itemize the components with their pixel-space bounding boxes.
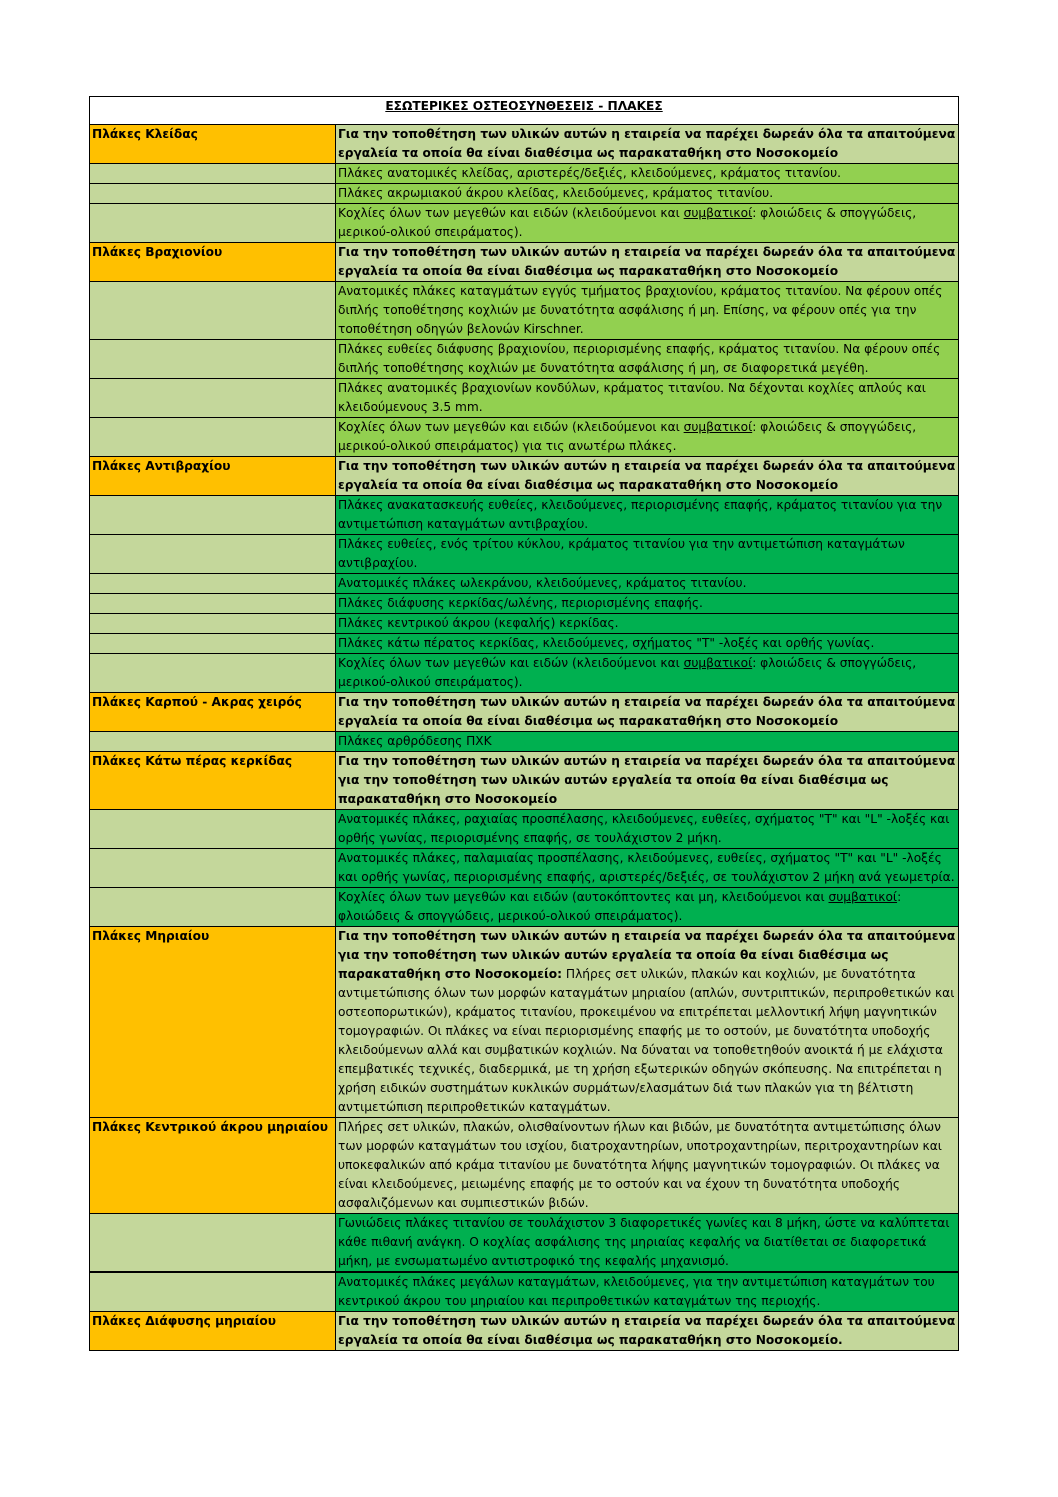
description-text: Πλάκες αρθρόδεσης ΠΧΚ [338, 734, 492, 748]
description-text: Κοχλίες όλων των μεγεθών και ειδών (κλειδούμενοι και [338, 656, 684, 670]
description-text: Ανατομικές πλάκες ωλεκράνου, κλειδούμενες, κράματος τιτανίου. [338, 576, 747, 590]
category-cell: Πλάκες Μηριαίου [90, 927, 336, 1118]
empty-category-cell [90, 535, 336, 574]
description-cell [336, 125, 959, 164]
description-cell [336, 810, 959, 849]
empty-category-cell [90, 634, 336, 654]
underlined-text: συμβατικοί [683, 206, 753, 220]
table-row [90, 849, 959, 888]
description-cell [336, 1214, 959, 1272]
description-cell [336, 1312, 959, 1351]
table-row [90, 594, 959, 614]
description-text: Πλάκες ευθείες, ενός τρίτου κύκλου, κράματος τιτανίου για την αντιμετώπιση καταγμάτων αντιβραχίου. [338, 537, 905, 570]
table-row [90, 927, 959, 1118]
table-row [90, 888, 959, 927]
description-text: Ανατομικές πλάκες, παλαμιαίας προσπέλασης, κλειδούμενες, ευθείες, σχήματος "T" και "L" -λοξές και ορθής γωνίας, περιορισμένης επαφής, αριστερές/δεξιές, σε τουλάχιστον 2 μήκη ανά γεωμετρία. [338, 851, 955, 884]
description-text: Για την τοποθέτηση των υλικών αυτών η εταιρεία να παρέχει δωρεάν όλα τα απαιτούμενα εργαλεία τα οποία θα είναι διαθέσιμα ως παρακαταθήκη στο Νοσοκομείο. [338, 1314, 956, 1347]
description-cell [336, 379, 959, 418]
table-row [90, 654, 959, 693]
category-cell: Πλάκες Κλείδας [90, 125, 336, 164]
table-row [90, 634, 959, 654]
empty-category-cell [90, 849, 336, 888]
description-text: Για την τοποθέτηση των υλικών αυτών η εταιρεία να παρέχει δωρεάν όλα τα απαιτούμενα εργαλεία τα οποία θα είναι διαθέσιμα ως παρακαταθήκη στο Νοσοκομείο [338, 695, 956, 728]
table-row [90, 1312, 959, 1351]
table-title: ΕΣΩΤΕΡΙΚΕΣ ΟΣΤΕΟΣΥΝΘΕΣΕΙΣ - ΠΛΑΚΕΣ [90, 97, 959, 125]
description-cell [336, 574, 959, 594]
empty-category-cell [90, 614, 336, 634]
empty-category-cell [90, 418, 336, 457]
table-row [90, 204, 959, 243]
description-cell [336, 164, 959, 184]
title-row [90, 97, 959, 125]
empty-category-cell [90, 340, 336, 379]
category-cell: Πλάκες Αντιβραχίου [90, 457, 336, 496]
description-cell [336, 1273, 959, 1312]
description-text: Για την τοποθέτηση των υλικών αυτών η εταιρεία να παρέχει δωρεάν όλα τα απαιτούμενα εργαλεία τα οποία θα είναι διαθέσιμα ως παρακαταθήκη στο Νοσοκομείο [338, 245, 956, 278]
description-cell [336, 927, 959, 1118]
table-row [90, 752, 959, 810]
description-cell [336, 1118, 959, 1214]
description-text: Κοχλίες όλων των μεγεθών και ειδών (κλειδούμενοι και [338, 420, 684, 434]
description-cell [336, 184, 959, 204]
table-row [90, 243, 959, 282]
description-text: Για την τοποθέτηση των υλικών αυτών η εταιρεία να παρέχει δωρεάν όλα τα απαιτούμενα εργαλεία τα οποία θα είναι διαθέσιμα ως παρακαταθήκη στο Νοσοκομείο [338, 459, 956, 492]
table-row [90, 496, 959, 535]
table-row [90, 340, 959, 379]
description-text: Για την τοποθέτηση των υλικών αυτών η εταιρεία να παρέχει δωρεάν όλα τα απαιτούμενα εργαλεία τα οποία θα είναι διαθέσιμα ως παρακαταθήκη στο Νοσοκομείο [338, 127, 956, 160]
description-cell [336, 752, 959, 810]
description-cell [336, 535, 959, 574]
description-cell [336, 693, 959, 732]
description-cell [336, 634, 959, 654]
table-row [90, 125, 959, 164]
table-row [90, 614, 959, 634]
empty-category-cell [90, 1214, 336, 1272]
empty-category-cell [90, 379, 336, 418]
empty-category-cell [90, 282, 336, 340]
empty-category-cell [90, 594, 336, 614]
description-text: Πλάκες ευθείες διάφυσης βραχιονίου, περιορισμένης επαφής, κράματος τιτανίου. Να φέρουν οπές διπλής τοποθέτησης κοχλιών με δυνατότητα ασφάλισης ή μη, σε διαφορετικά μεγέθη. [338, 342, 941, 375]
table-row [90, 379, 959, 418]
table-row [90, 1214, 959, 1272]
empty-category-cell [90, 184, 336, 204]
table-row [90, 1118, 959, 1214]
table-row [90, 282, 959, 340]
description-text: Πλάκες ανατομικές βραχιονίων κονδύλων, κράματος τιτανίου. Να δέχονται κοχλίες απλούς και κλειδούμενους 3.5 mm. [338, 381, 926, 414]
empty-category-cell [90, 164, 336, 184]
description-cell [336, 654, 959, 693]
description-cell [336, 614, 959, 634]
description-text: Για την τοποθέτηση των υλικών αυτών η εταιρεία να παρέχει δωρεάν όλα τα απαιτούμενα για την τοποθέτηση των υλικών αυτών εργαλεία τα οποία θα είναι διαθέσιμα ως παρακαταθήκη στο Νοσοκομείο: [338, 929, 956, 981]
table-row [90, 184, 959, 204]
description-text: Ανατομικές πλάκες μεγάλων καταγμάτων, κλειδούμενες, για την αντιμετώπιση καταγμάτων του κεντρικού άκρου του μηριαίου και περιπροθετικών καταγμάτων της περιοχής. [338, 1275, 935, 1308]
table-row [90, 164, 959, 184]
underlined-text: συμβατικοί [683, 420, 753, 434]
empty-category-cell [90, 888, 336, 927]
empty-category-cell [90, 1273, 336, 1312]
description-text: Πλήρες σετ υλικών, πλακών και κοχλιών, με δυνατότητα αντιμετώπισης όλων των μορφών καταγμάτων μηριαίου (απλών, συντριπτικών, περιπροθετικών και οστεοπορωτικών), κράματος τιτανίου, προκειμένου να επιτρέπεται μελλοντική λήψη μαγνητικών τομογραφιών. Οι πλάκες να είναι περιορισμένης επαφής με το οστούν, με δυνατότητα υποδοχής κλειδούμενων αλλά και συμβατικών κοχλιών. Να δύναται να τοποθετηθούν ανοικτά ή με ελάχιστα επεμβατικές τεχνικές, διαδερμικά, με τη χρήση εξωτερικών οδηγών σκόπευσης. Να επιτρέπεται η χρήση ειδικών συστημάτων κυκλικών συρμάτων/ελασμάτων διά των πλακών για τη βέλτιστη αντιμετώπιση περιπροθετικών καταγμάτων. [338, 967, 955, 1114]
category-cell: Πλάκες Καρπού - Ακρας χειρός [90, 693, 336, 732]
description-cell [336, 849, 959, 888]
table-row [90, 1273, 959, 1312]
empty-category-cell [90, 496, 336, 535]
description-text: Γωνιώδεις πλάκες τιτανίου σε τουλάχιστον 3 διαφορετικές γωνίες και 8 μήκη, ώστε να καλύπτεται κάθε πιθανή ανάγκη. Ο κοχλίας ασφάλισης της μηριαίας κεφαλής να διατίθεται σε διαφορετικά μήκη, με ενσωματωμένο αντιστροφικό της κεφαλής μηχανισμό. [338, 1216, 950, 1268]
description-cell [336, 457, 959, 496]
description-cell [336, 282, 959, 340]
empty-category-cell [90, 732, 336, 752]
description-text: Πλήρες σετ υλικών, πλακών, ολισθαίνοντων ήλων και βιδών, με δυνατότητα αντιμετώπισης όλων των μορφών καταγμάτων του ισχίου, διατροχαντηρίων, υποτροχαντηρίων, περιτροχαντηρίων και υποκεφαλικών από κράμα τιτανίου με δυνατότητα λήψης μαγνητικών τομογραφιών. Οι πλάκες να είναι κλειδούμενες, μειωμένης επαφής με το οστούν και να έχουν τη δυνατότητα υποδοχής ασφαλιζόμενων και συμπιεστικών βιδών. [338, 1120, 942, 1210]
table-row [90, 810, 959, 849]
description-text: Πλάκες διάφυσης κερκίδας/ωλένης, περιορισμένης επαφής. [338, 596, 703, 610]
description-cell [336, 204, 959, 243]
category-cell: Πλάκες Κάτω πέρας κερκίδας [90, 752, 336, 810]
table-row [90, 732, 959, 752]
empty-category-cell [90, 654, 336, 693]
empty-category-cell [90, 810, 336, 849]
description-text: Πλάκες ανατομικές κλείδας, αριστερές/δεξιές, κλειδούμενες, κράματος τιτανίου. [338, 166, 842, 180]
description-cell [336, 340, 959, 379]
table-row [90, 693, 959, 732]
description-text: Πλάκες ακρωμιακού άκρου κλείδας, κλειδούμενες, κράματος τιτανίου. [338, 186, 774, 200]
description-text: Για την τοποθέτηση των υλικών αυτών η εταιρεία να παρέχει δωρεάν όλα τα απαιτούμενα για την τοποθέτηση των υλικών αυτών εργαλεία τα οποία θα είναι διαθέσιμα ως παρακαταθήκη στο Νοσοκομείο [338, 754, 956, 806]
category-cell: Πλάκες Διάφυσης μηριαίου [90, 1312, 336, 1351]
underlined-text: συμβατικοί [828, 890, 898, 904]
description-text: Πλάκες κεντρικού άκρου (κεφαλής) κερκίδας. [338, 616, 619, 630]
description-text: : φλοιώδεις & σπογγώδεις, μερικού-ολικού σπειράματος). [338, 890, 902, 923]
table-row [90, 535, 959, 574]
description-text: Πλάκες ανακατασκευής ευθείες, κλειδούμενες, περιορισμένης επαφής, κράματος τιτανίου για την αντιμετώπιση καταγμάτων αντιβραχίου. [338, 498, 943, 531]
description-text: Πλάκες κάτω πέρατος κερκίδας, κλειδούμενες, σχήματος "T" -λοξές και ορθής γωνίας. [338, 636, 875, 650]
underlined-text: συμβατικοί [683, 656, 753, 670]
description-text: Κοχλίες όλων των μεγεθών και ειδών (αυτοκόπτοντες και μη, κλειδούμενοι και [338, 890, 829, 904]
description-cell [336, 418, 959, 457]
table-row [90, 418, 959, 457]
description-text: : φλοιώδεις & σπογγώδεις, μερικού-ολικού σπειράματος) για τις ανωτέρω πλάκες. [338, 420, 917, 453]
description-cell [336, 732, 959, 752]
description-text: : φλοιώδεις & σπογγώδεις, μερικού-ολικού σπειράματος). [338, 206, 917, 239]
description-text: Κοχλίες όλων των μεγεθών και ειδών (κλειδούμενοι και [338, 206, 684, 220]
empty-category-cell [90, 204, 336, 243]
empty-category-cell [90, 574, 336, 594]
description-text: : φλοιώδεις & σπογγώδεις, μερικού-ολικού σπειράματος). [338, 656, 917, 689]
category-cell: Πλάκες Βραχιονίου [90, 243, 336, 282]
description-cell [336, 243, 959, 282]
description-text: Ανατομικές πλάκες καταγμάτων εγγύς τμήματος βραχιονίου, κράματος τιτανίου. Να φέρουν οπές διπλής τοποθέτησης κοχλιών με δυνατότητα ασφάλισης ή μη. Επίσης, να φέρουν οπές για την τοποθέτηση οδηγών βελονών Kirschner. [338, 284, 943, 336]
description-cell [336, 888, 959, 927]
description-cell [336, 496, 959, 535]
plates-table [89, 96, 959, 1351]
description-text: Ανατομικές πλάκες, ραχιαίας προσπέλασης, κλειδούμενες, ευθείες, σχήματος "T" και "L" -λοξές και ορθής γωνίας, περιορισμένης επαφής, σε τουλάχιστον 2 μήκη. [338, 812, 950, 845]
table-row [90, 457, 959, 496]
table-row [90, 574, 959, 594]
description-cell [336, 594, 959, 614]
category-cell: Πλάκες Κεντρικού άκρου μηριαίου [90, 1118, 336, 1214]
